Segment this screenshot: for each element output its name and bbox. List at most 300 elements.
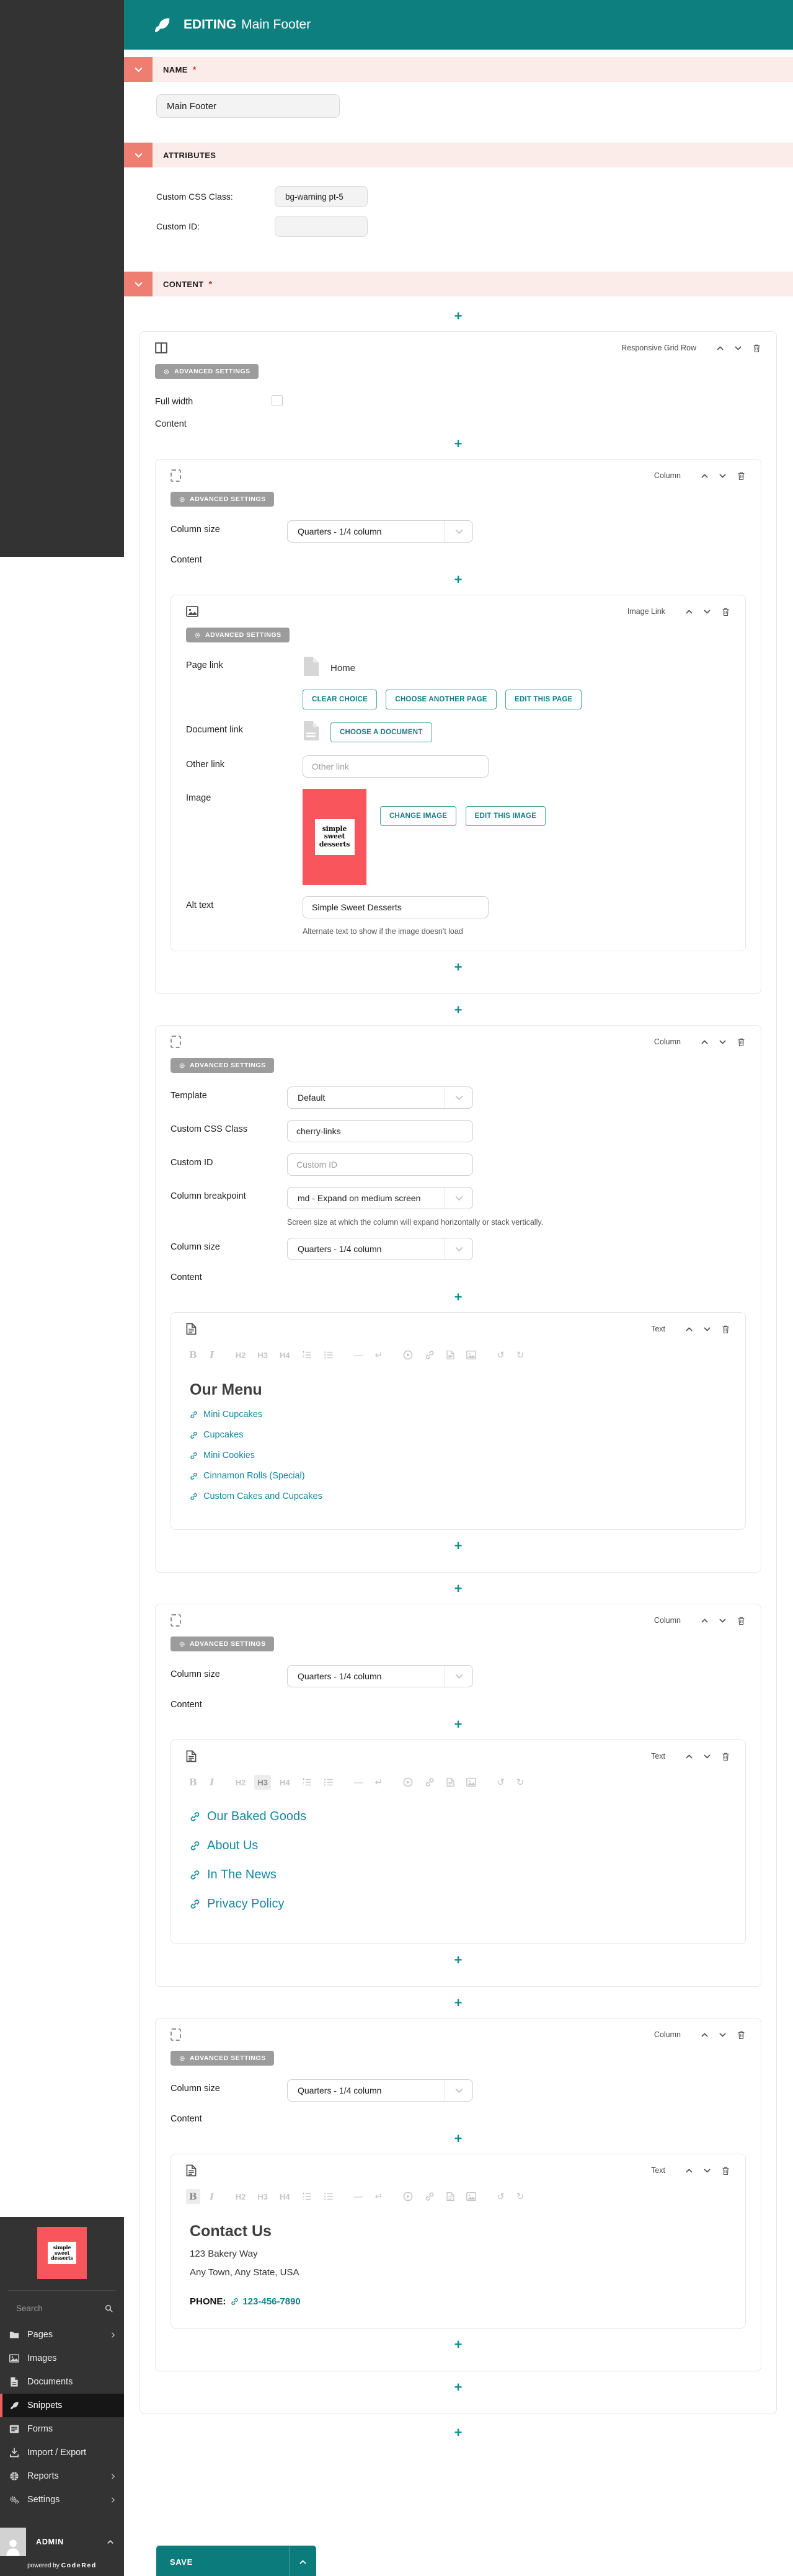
download-icon: [9, 2448, 19, 2458]
insert-image-button[interactable]: [463, 2189, 479, 2204]
text-card-menu: [171, 1312, 746, 1530]
chevron-down-icon: [445, 2080, 472, 2101]
name-input[interactable]: [156, 94, 340, 118]
ordered-list-button[interactable]: [299, 1775, 315, 1790]
insert-link-button[interactable]: [422, 1348, 438, 1362]
chevron-right-icon: [110, 2332, 117, 2338]
sidebar-item-snippets[interactable]: Snippets: [0, 2394, 124, 2417]
column-breakpoint-select[interactable]: [287, 1187, 473, 1209]
chevron-down-icon: [719, 2031, 727, 2039]
address-line: Any Town, Any State, USA: [190, 2267, 299, 2278]
content-label: Content: [155, 419, 187, 429]
undo-button[interactable]: ↺: [497, 1350, 505, 1361]
account-name: ADMIN: [36, 2538, 64, 2546]
gear-icon: [179, 1062, 185, 1069]
content-link[interactable]: Mini Cupcakes: [190, 1410, 727, 1419]
sidebar-item-images[interactable]: Images: [0, 2347, 124, 2370]
chevron-up-icon: [685, 2167, 693, 2175]
insert-image-button[interactable]: [463, 1775, 479, 1790]
alt-text-hint: Alternate text to show if the image doesn't load: [303, 927, 463, 936]
h4-button[interactable]: H4: [279, 2192, 290, 2201]
add-column-button[interactable]: +: [454, 1581, 463, 1596]
line-break-button[interactable]: ↵: [374, 2192, 383, 2202]
document-icon: [303, 721, 319, 744]
gear-icon: [179, 1641, 185, 1648]
italic-button[interactable]: I: [210, 1349, 215, 1361]
content-label: Content: [171, 1272, 202, 1282]
h2-button[interactable]: H2: [235, 1350, 246, 1360]
choose-another-page-button[interactable]: CHOOSE ANOTHER PAGE: [386, 690, 496, 709]
advanced-settings-button[interactable]: [171, 2051, 274, 2066]
clear-choice-button[interactable]: CLEAR CHOICE: [303, 690, 377, 709]
move-down-button[interactable]: [734, 344, 742, 352]
move-up-button[interactable]: [716, 344, 724, 352]
sidebar-item-forms[interactable]: Forms: [0, 2417, 124, 2441]
embed-media-button[interactable]: [400, 1348, 416, 1362]
collapse-name-button[interactable]: [124, 57, 153, 82]
rich-text-editor[interactable]: [186, 1792, 730, 1932]
logo-text: desserts: [51, 2255, 73, 2262]
trash-icon: [737, 1037, 746, 1047]
file-icon: [9, 2377, 19, 2387]
link-icon: [190, 1841, 200, 1851]
column-size-value: Quarters - 1/4 column: [298, 1671, 382, 1681]
link-icon: [231, 2298, 239, 2306]
column-size-value: Quarters - 1/4 column: [298, 1244, 382, 1254]
content-label: Content: [171, 555, 202, 565]
column-icon: [171, 1036, 181, 1048]
chevron-up-icon: [716, 344, 724, 352]
insert-document-button[interactable]: [443, 1775, 458, 1790]
delete-button[interactable]: [737, 1616, 746, 1625]
leaf-icon: [9, 2401, 19, 2410]
main-panel: [124, 0, 793, 2440]
line-break-button[interactable]: ↵: [374, 1350, 383, 1361]
phone-line: [190, 2296, 727, 2307]
other-link-label: Other link: [186, 760, 225, 770]
delete-button[interactable]: [721, 2166, 730, 2175]
redo-button[interactable]: ↻: [516, 1777, 525, 1788]
page-link-label: Page link: [186, 660, 223, 670]
column-size-select[interactable]: [287, 1665, 473, 1687]
advanced-settings-label: ADVANCED SETTINGS: [190, 1062, 266, 1069]
text-icon: [186, 2164, 197, 2177]
full-width-label: Full width: [155, 397, 193, 407]
advanced-settings-button[interactable]: [171, 1058, 274, 1073]
folder-icon: [9, 2330, 19, 2340]
globe-icon: [9, 2471, 19, 2481]
link-icon: [190, 1870, 200, 1880]
add-block-button[interactable]: +: [454, 1538, 463, 1553]
move-down-button[interactable]: [719, 1038, 727, 1046]
horizontal-rule-button[interactable]: —: [353, 1777, 363, 1788]
advanced-settings-label: ADVANCED SETTINGS: [190, 1640, 266, 1648]
embed-media-button[interactable]: [400, 2189, 416, 2204]
move-up-button[interactable]: [685, 1752, 693, 1761]
add-block-button[interactable]: +: [454, 959, 463, 975]
chevron-down-icon: [445, 1666, 472, 1687]
chevron-up-icon: [107, 2538, 114, 2546]
column-card-1: [155, 459, 761, 994]
h4-button[interactable]: H4: [279, 1350, 290, 1360]
column-size-select[interactable]: [287, 2079, 473, 2102]
sidebar-divider: [8, 2290, 116, 2291]
collapse-content-button[interactable]: [124, 272, 153, 296]
sidebar-top-spacer: [0, 0, 124, 557]
gear-icon: [179, 2055, 185, 2062]
column-icon: [171, 1614, 181, 1627]
content-link[interactable]: Cinnamon Rolls (Special): [190, 1471, 727, 1481]
chevron-down-icon: [445, 1238, 472, 1259]
account-menu[interactable]: [0, 2528, 124, 2556]
other-link-input[interactable]: [303, 755, 489, 778]
redo-button[interactable]: ↻: [516, 2192, 525, 2202]
add-column-button[interactable]: +: [454, 1002, 463, 1018]
chevron-down-icon: [703, 1325, 711, 1333]
insert-document-button[interactable]: [443, 2189, 458, 2204]
name-section-title: NAME: [163, 64, 188, 74]
required-asterisk: *: [208, 279, 213, 289]
full-width-checkbox[interactable]: [272, 395, 283, 406]
change-image-button[interactable]: CHANGE IMAGE: [380, 806, 456, 826]
move-up-button[interactable]: [701, 2031, 709, 2039]
chevron-down-icon: [703, 1752, 711, 1761]
delete-button[interactable]: [721, 1325, 730, 1334]
picture-icon: [9, 2353, 19, 2363]
trash-icon: [737, 2030, 746, 2040]
alt-text-input[interactable]: [303, 896, 489, 918]
move-down-button[interactable]: [703, 1752, 711, 1761]
delete-button[interactable]: [721, 1752, 730, 1761]
sidebar-item-documents[interactable]: Documents: [0, 2370, 124, 2394]
move-up-button[interactable]: [701, 1617, 709, 1625]
column-icon: [171, 469, 181, 482]
add-row-button[interactable]: +: [454, 308, 463, 324]
page-link-value: Home: [330, 662, 356, 673]
custom-id-input[interactable]: [275, 216, 368, 237]
column-breakpoint-label: Column breakpoint: [171, 1191, 246, 1201]
search-icon: [105, 2304, 113, 2312]
chevron-up-icon: [685, 1752, 693, 1761]
image-thumbnail: [303, 789, 366, 885]
embed-media-button[interactable]: [400, 1775, 416, 1790]
column-size-select[interactable]: [287, 1238, 473, 1260]
unordered-list-button[interactable]: [321, 1775, 337, 1790]
chevron-down-icon: [134, 65, 143, 74]
editor-toolbar: [186, 1348, 730, 1362]
logo-text: desserts: [319, 840, 350, 848]
content-link[interactable]: Our Baked Goods: [190, 1810, 727, 1824]
column-size-value: Quarters - 1/4 column: [298, 526, 382, 536]
card-type-label: Text: [651, 2166, 665, 2175]
custom-id-label: Custom ID: [171, 1158, 213, 1168]
advanced-settings-label: ADVANCED SETTINGS: [174, 368, 250, 375]
attributes-section-title: ATTRIBUTES: [163, 150, 216, 160]
trash-icon: [721, 1325, 730, 1334]
card-type-label: Text: [651, 1752, 665, 1761]
unordered-list-button[interactable]: [321, 2189, 337, 2204]
gears-icon: [9, 2495, 19, 2505]
custom-id-input[interactable]: [287, 1153, 473, 1176]
avatar: [0, 2528, 26, 2556]
chevron-down-icon: [445, 1188, 472, 1209]
add-block-button[interactable]: +: [454, 2131, 463, 2146]
editing-mode-label: EDITING: [184, 17, 237, 32]
content-link[interactable]: Custom Cakes and Cupcakes: [190, 1491, 727, 1501]
bold-button[interactable]: B: [186, 2189, 200, 2204]
page-title: Main Footer: [241, 17, 311, 32]
link-icon: [190, 1493, 198, 1501]
advanced-settings-label: ADVANCED SETTINGS: [205, 631, 281, 639]
required-asterisk: *: [192, 64, 197, 74]
logo-text: simple: [322, 825, 347, 833]
column-size-label: Column size: [171, 1242, 220, 1252]
chevron-right-icon: [110, 2497, 117, 2503]
trash-icon: [737, 471, 746, 481]
bold-button[interactable]: B: [189, 1349, 197, 1361]
content-link[interactable]: Privacy Policy: [190, 1897, 727, 1911]
phone-label: PHONE:: [190, 2296, 226, 2307]
insert-document-button[interactable]: [443, 1348, 458, 1362]
name-section-header: [124, 57, 793, 82]
editing-header: [124, 0, 793, 50]
forms-icon: [9, 2424, 19, 2434]
sidebar-item-reports[interactable]: Reports: [0, 2464, 124, 2488]
chevron-down-icon: [719, 1038, 727, 1046]
content-link[interactable]: In The News: [190, 1868, 727, 1882]
chevron-up-icon: [685, 608, 693, 616]
move-up-button[interactable]: [685, 1325, 693, 1333]
content-link[interactable]: Cupcakes: [190, 1430, 727, 1440]
add-block-button[interactable]: +: [454, 1289, 463, 1305]
text-card-links: [171, 1739, 746, 1944]
unordered-list-button[interactable]: [321, 1348, 337, 1362]
move-up-button[interactable]: [701, 472, 709, 480]
advanced-settings-button[interactable]: [171, 1637, 274, 1651]
insert-link-button[interactable]: [422, 2189, 438, 2204]
collapse-attributes-button[interactable]: [124, 143, 153, 167]
logo-text: sweet: [324, 832, 345, 841]
text-card-contact: [171, 2154, 746, 2329]
custom-css-class-input[interactable]: [275, 186, 368, 207]
rich-text-editor[interactable]: [186, 1365, 730, 1518]
chevron-down-icon: [719, 1617, 727, 1625]
save-button[interactable]: [156, 2546, 316, 2576]
link-icon: [190, 1811, 200, 1822]
link-icon: [190, 1472, 198, 1480]
document-link-label: Document link: [186, 725, 243, 735]
trash-icon: [721, 2166, 730, 2175]
delete-button[interactable]: [721, 607, 730, 616]
sidebar-item-pages[interactable]: Pages: [0, 2323, 124, 2347]
move-up-button[interactable]: [685, 608, 693, 616]
add-column-button[interactable]: +: [454, 2379, 463, 2395]
custom-css-class-label: Custom CSS Class: [171, 1124, 248, 1134]
italic-button[interactable]: I: [210, 1777, 215, 1788]
link-icon: [190, 1411, 198, 1419]
add-column-button[interactable]: +: [454, 436, 463, 451]
trash-icon: [721, 1752, 730, 1761]
chevron-up-icon: [701, 1617, 709, 1625]
column-size-select[interactable]: [287, 520, 473, 543]
move-up-button[interactable]: [685, 2167, 693, 2175]
image-label: Image: [186, 793, 211, 803]
move-down-button[interactable]: [719, 472, 727, 480]
responsive-grid-row-card: [140, 331, 777, 2414]
card-type-label: Text: [651, 1325, 665, 1333]
ordered-list-button[interactable]: [299, 2189, 315, 2204]
card-type-label: Responsive Grid Row: [621, 344, 696, 352]
chevron-up-icon: [701, 472, 709, 480]
page-icon: [303, 656, 319, 680]
undo-button[interactable]: ↺: [497, 1777, 505, 1788]
advanced-settings-label: ADVANCED SETTINGS: [190, 2054, 266, 2062]
horizontal-rule-button[interactable]: —: [353, 2191, 363, 2202]
chevron-up-icon: [701, 2031, 709, 2039]
move-down-button[interactable]: [703, 608, 711, 616]
card-type-label: Image Link: [627, 607, 665, 616]
advanced-settings-label: ADVANCED SETTINGS: [190, 495, 266, 503]
column-size-label: Column size: [171, 1669, 220, 1679]
sidebar-item-import-export[interactable]: Import / Export: [0, 2441, 124, 2464]
text-icon: [186, 1750, 197, 1762]
redo-button[interactable]: ↻: [516, 1350, 525, 1361]
leaf-icon: [153, 16, 171, 34]
insert-image-button[interactable]: [463, 1348, 479, 1362]
admin-sidebar: [0, 2217, 124, 2576]
editor-toolbar: [186, 1775, 730, 1790]
content-section-header: [124, 272, 793, 296]
logo-text: simple: [53, 2244, 71, 2250]
editor-heading: Contact Us: [190, 2223, 272, 2240]
delete-button[interactable]: [737, 471, 746, 481]
add-row-button[interactable]: +: [454, 2425, 463, 2440]
editor-toolbar: [186, 2189, 730, 2204]
link-icon: [190, 1899, 200, 1909]
search-input[interactable]: [6, 2297, 118, 2319]
h4-button[interactable]: H4: [279, 1777, 290, 1787]
column-breakpoint-hint: Screen size at which the column will expand horizontally or stack vertically.: [287, 1218, 544, 1227]
delete-button[interactable]: [737, 2030, 746, 2040]
sidebar-item-settings[interactable]: Settings: [0, 2488, 124, 2512]
codered-logo: CodeRed: [61, 2562, 97, 2569]
h3-button[interactable]: H3: [254, 1775, 271, 1790]
ordered-list-button[interactable]: [299, 1348, 315, 1362]
delete-button[interactable]: [752, 344, 761, 353]
editor-heading: Our Menu: [190, 1381, 262, 1398]
move-up-button[interactable]: [701, 1038, 709, 1046]
move-down-button[interactable]: [703, 1325, 711, 1333]
card-type-label: Column: [653, 1616, 681, 1625]
link-icon: [190, 1452, 198, 1460]
add-block-button[interactable]: +: [454, 1717, 463, 1732]
gear-icon: [163, 368, 170, 375]
site-logo: [37, 2227, 87, 2279]
trash-icon: [737, 1616, 746, 1625]
chevron-right-icon: [110, 2473, 117, 2480]
add-column-button[interactable]: +: [454, 1995, 463, 2010]
custom-id-label: Custom ID:: [156, 221, 200, 231]
template-value: Default: [298, 1093, 326, 1103]
add-block-button[interactable]: +: [454, 572, 463, 587]
choose-a-document-button[interactable]: CHOOSE A DOCUMENT: [330, 722, 432, 742]
column-card-3: [155, 1604, 761, 1987]
image-icon: [186, 605, 198, 618]
chevron-down-icon: [703, 608, 711, 616]
save-options-toggle[interactable]: [289, 2546, 316, 2576]
chevron-down-icon: [719, 472, 727, 480]
h3-button[interactable]: H3: [257, 2192, 268, 2201]
custom-css-class-label: Custom CSS Class:: [156, 192, 233, 202]
move-down-button[interactable]: [719, 2031, 727, 2039]
address-line: 123 Bakery Way: [190, 2249, 258, 2259]
move-down-button[interactable]: [719, 1617, 727, 1625]
custom-css-class-input[interactable]: [287, 1120, 473, 1142]
delete-button[interactable]: [737, 1037, 746, 1047]
chevron-down-icon: [445, 521, 472, 542]
italic-button[interactable]: I: [210, 2191, 215, 2202]
chevron-down-icon: [445, 1087, 472, 1108]
content-label: Content: [171, 2114, 202, 2124]
content-link[interactable]: Mini Cookies: [190, 1450, 727, 1460]
insert-link-button[interactable]: [422, 1775, 438, 1790]
card-type-label: Column: [653, 2030, 681, 2039]
column-card-4: [155, 2018, 761, 2371]
column-size-value: Quarters - 1/4 column: [298, 2085, 382, 2095]
edit-this-image-button[interactable]: EDIT THIS IMAGE: [466, 806, 546, 826]
h2-button[interactable]: H2: [235, 1777, 246, 1787]
trash-icon: [752, 344, 761, 353]
bold-button[interactable]: B: [189, 1777, 197, 1788]
gear-icon: [179, 496, 185, 503]
powered-by: powered by CodeRed: [27, 2562, 97, 2569]
chevron-up-icon: [701, 1038, 709, 1046]
advanced-settings-button[interactable]: [186, 628, 290, 642]
content-section-title: CONTENT: [163, 279, 204, 289]
phone-link[interactable]: 123-456-7890: [231, 2296, 300, 2307]
add-block-button[interactable]: +: [454, 1952, 463, 1968]
column-size-label: Column size: [171, 525, 220, 535]
edit-this-page-button[interactable]: EDIT THIS PAGE: [505, 690, 582, 709]
alt-text-label: Alt text: [186, 900, 214, 910]
undo-button[interactable]: ↺: [497, 2192, 505, 2202]
horizontal-rule-button[interactable]: —: [353, 1349, 363, 1361]
attributes-section-header: [124, 143, 793, 167]
move-down-button[interactable]: [703, 2167, 711, 2175]
trash-icon: [721, 607, 730, 616]
h3-button[interactable]: H3: [257, 1350, 268, 1360]
rich-text-editor[interactable]: [186, 2206, 730, 2317]
gear-icon: [194, 632, 201, 639]
advanced-settings-button[interactable]: [171, 492, 274, 507]
column-breakpoint-value: md - Expand on medium screen: [298, 1193, 421, 1203]
logo-text: sweet: [54, 2249, 70, 2256]
content-link[interactable]: About Us: [190, 1839, 727, 1853]
add-block-button[interactable]: +: [454, 2337, 463, 2352]
content-label: Content: [171, 1700, 202, 1710]
chevron-down-icon: [703, 2167, 711, 2175]
card-type-label: Column: [653, 471, 681, 480]
grid-row-icon: [155, 342, 167, 354]
column-icon: [171, 2028, 181, 2041]
h2-button[interactable]: H2: [235, 2192, 246, 2201]
line-break-button[interactable]: ↵: [374, 1777, 383, 1788]
advanced-settings-button[interactable]: [155, 364, 259, 379]
chevron-up-icon: [685, 1325, 693, 1333]
search-placeholder: Search: [16, 2303, 43, 2313]
chevron-up-icon: [299, 2558, 307, 2566]
template-select[interactable]: [287, 1086, 473, 1109]
